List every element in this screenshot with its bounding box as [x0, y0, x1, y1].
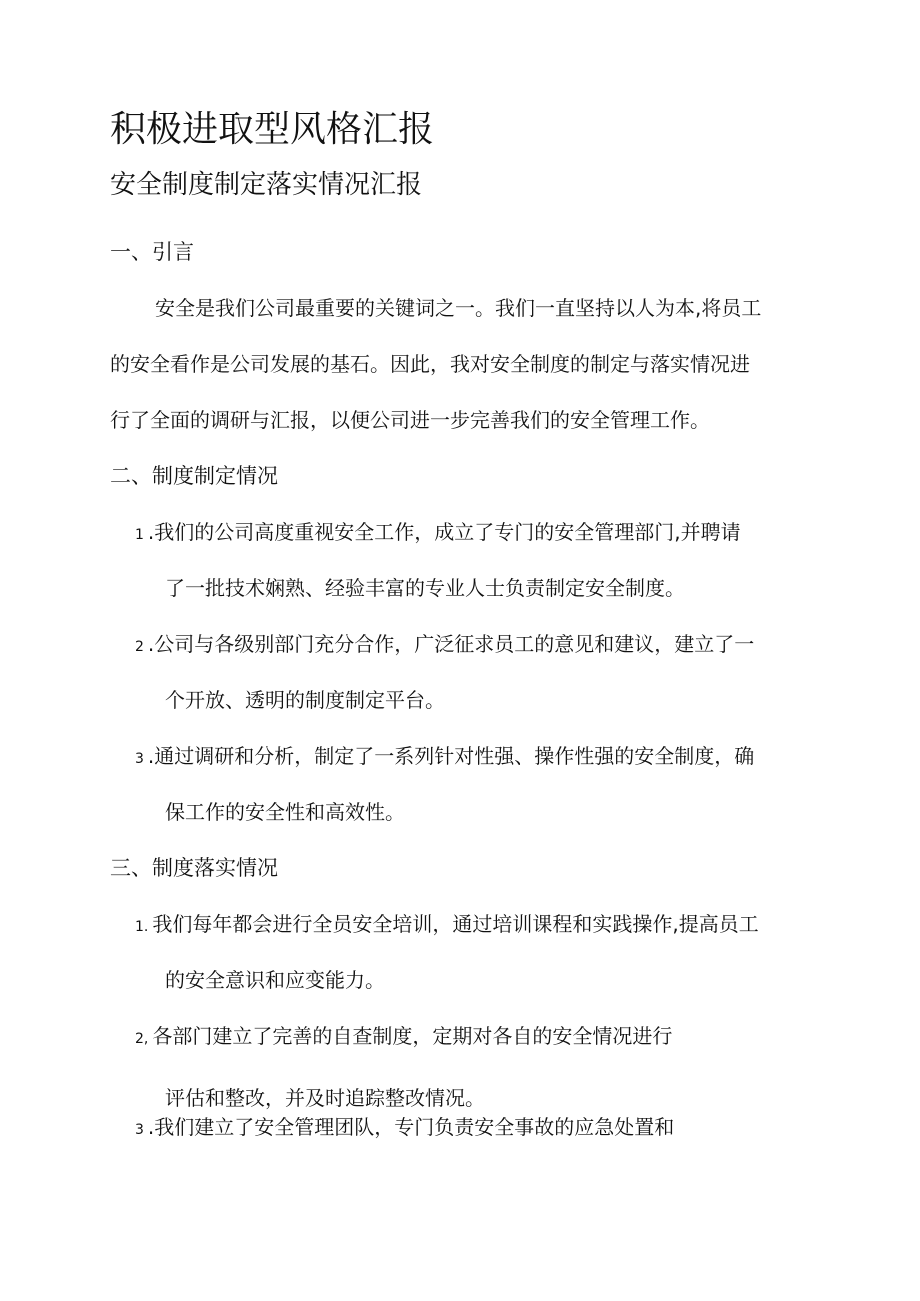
- list-item-continuation: 评估和整改，并及时追踪整改情况。: [165, 1086, 485, 1110]
- paragraph-line: 的安全看作是公司发展的基石。因此，我对安全制度的制定与落实情况进: [110, 352, 750, 376]
- list-item: [135, 1117, 674, 1137]
- list-item-continuation: 个开放、透明的制度制定平台。: [165, 688, 445, 712]
- list-item-continuation: 保工作的安全性和高效性。: [165, 800, 405, 824]
- document-title: 积极进取型风格汇报: [110, 109, 435, 150]
- list-item-number: 1.: [135, 919, 149, 935]
- list-item-text: .我们建立了安全管理团队，专门负责安全事故的应急处置和: [147, 1115, 675, 1139]
- list-item-number: 2,: [135, 1031, 149, 1047]
- list-item: [135, 1026, 672, 1046]
- list-item-continuation: 的安全意识和应变能力。: [165, 968, 385, 992]
- list-item-number: 1: [135, 527, 144, 543]
- document-subtitle: 安全制度制定落实情况汇报: [110, 170, 423, 200]
- list-item-number: 2: [135, 639, 144, 655]
- list-item: [135, 746, 754, 766]
- paragraph-line: 安全是我们公司最重要的关键词之一。我们一直坚持以人为本,将员工: [155, 296, 762, 320]
- list-item: [135, 522, 741, 542]
- list-item: [135, 634, 754, 654]
- list-item-continuation: 了一批技术娴熟、经验丰富的专业人士负责制定安全制度。: [165, 576, 685, 600]
- list-item-number: 3: [135, 751, 144, 767]
- section-heading-implementation: 三、制度落实情况: [110, 856, 278, 880]
- list-item-text: .公司与各级别部门充分合作，广泛征求员工的意见和建议，建立了一: [147, 632, 755, 656]
- list-item-text: 各部门建立了完善的自查制度，定期对各自的安全情况进行: [152, 1024, 673, 1048]
- list-item: [135, 914, 759, 934]
- list-item-text: .通过调研和分析，制定了一系列针对性强、操作性强的安全制度，确: [147, 744, 755, 768]
- section-heading-introduction: 一、引言: [110, 240, 194, 264]
- list-item-number: 3: [135, 1122, 144, 1138]
- paragraph-line: 行了全面的调研与汇报，以便公司进一步完善我们的安全管理工作。: [110, 408, 710, 432]
- list-item-text: 我们每年都会进行全员安全培训，通过培训课程和实践操作,提高员工: [152, 912, 759, 936]
- list-item-text: .我们的公司高度重视安全工作，成立了专门的安全管理部门,并聘请: [147, 520, 741, 544]
- section-heading-formulation: 二、制度制定情况: [110, 464, 278, 488]
